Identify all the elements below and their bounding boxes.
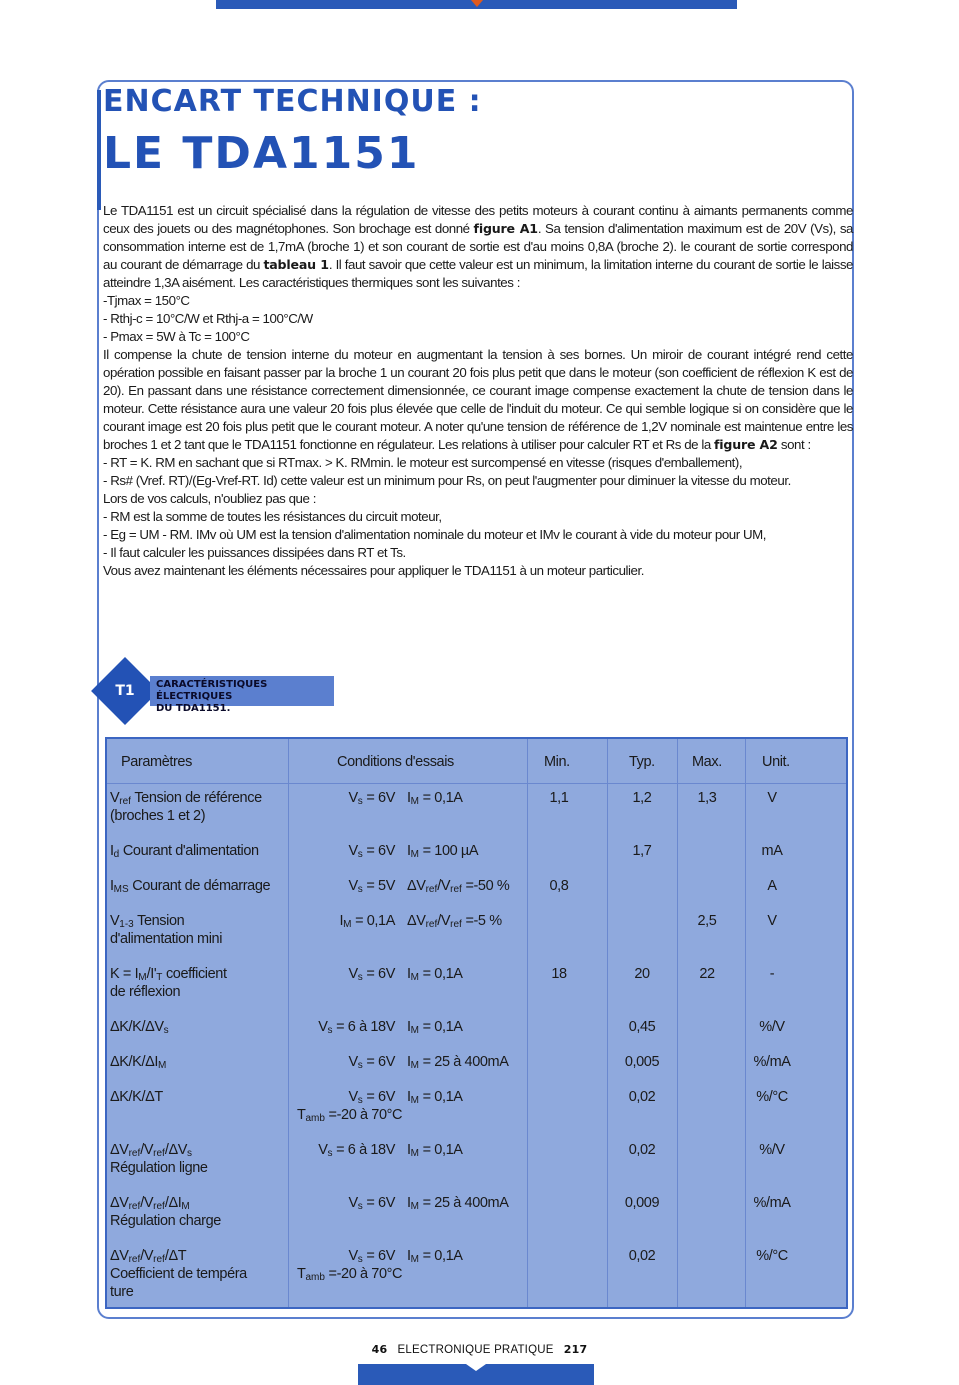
row-condition: $\Delta V_{ref}/V_{ref} =-50$ %: [407, 878, 510, 895]
insert-title: ENCART TECHNIQUE :: [103, 84, 482, 119]
figure-a2-ref: figure A2: [714, 437, 778, 452]
row-condition: $V_s = 6V$: [348, 1054, 395, 1071]
row-unit: %/mA: [753, 1195, 791, 1211]
bottom-bar-notch: [466, 1364, 486, 1371]
row-condition: $T_{amb} =-20$ à 70°C: [297, 1107, 403, 1124]
thermal-item: - Pmax = 5W à Tc = 100°C: [103, 329, 250, 344]
col-divider: [288, 739, 289, 1307]
top-color-bar: [216, 0, 737, 9]
row-param-detail: ture: [110, 1284, 134, 1300]
row-condition: $V_s = 6$ à 18V: [318, 1142, 395, 1159]
row-param: $I_d$ Courant d'alimentation: [110, 843, 259, 860]
thermal-item: -Tjmax = 150°C: [103, 293, 190, 308]
row-condition: $V_s = 6V$: [348, 966, 395, 983]
row-unit: %/V: [759, 1142, 785, 1158]
row-unit: %/°C: [756, 1248, 788, 1264]
row-unit: mA: [761, 843, 783, 859]
frame-accent: [97, 90, 101, 210]
top-bar-notch: [471, 0, 483, 7]
row-param: $K = I_M/I'_T$ coefficient: [110, 966, 227, 983]
relation-item: - RT = K. RM en sachant que si RTmax. > K. RMmin. le moteur est surcompensé en vitesse (risques d'emballement),: [103, 455, 743, 470]
row-param: $\Delta V_{ref}/V_{ref}/\Delta I_M$: [110, 1195, 190, 1212]
row-typ: 0,02: [628, 1248, 656, 1264]
row-typ: 0,02: [628, 1142, 656, 1158]
calc-item: - Il faut calculer les puissances dissipées dans RT et Ts.: [103, 545, 406, 560]
page-footer: [0, 1343, 959, 1356]
relation-item: - Rs# (Vref. RT)/(Eg-Vref-RT. Id) cette valeur est un minimum pour Rs, on peut l'augmenter pour diminuer la vitesse du moteur.: [103, 473, 791, 488]
row-condition: $V_s = 6V$: [348, 1089, 395, 1106]
figure-a1-ref: figure A1: [473, 221, 538, 236]
row-condition: $T_{amb} =-20$ à 70°C: [297, 1266, 403, 1283]
header-max: Max.: [692, 754, 722, 770]
row-condition: $I_M = 100$ µA: [407, 843, 479, 860]
table1-ref: tableau 1: [263, 257, 329, 272]
row-max: 2,5: [697, 913, 717, 929]
row-param: ΔK/K/ΔT: [110, 1089, 163, 1105]
header-unit: Unit.: [762, 754, 790, 770]
row-typ: 0,009: [624, 1195, 660, 1211]
row-min: 18: [551, 966, 567, 982]
row-param: $\Delta V_{ref}/V_{ref}/\Delta V_s$: [110, 1142, 192, 1159]
row-unit: %/°C: [756, 1089, 788, 1105]
row-unit: -: [769, 966, 775, 982]
table-badge-label: T1: [115, 683, 135, 699]
row-condition: $V_s = 6V$: [348, 843, 395, 860]
row-condition: $I_M = 0,1A$: [339, 913, 395, 930]
row-unit: V: [767, 790, 777, 806]
row-condition: $I_M = 25$ à 400mA: [407, 1195, 509, 1212]
article-body: [103, 202, 853, 580]
row-condition: $I_M = 0,1A$: [407, 1142, 463, 1159]
spec-table: [105, 737, 848, 1309]
table-caption-line: DU TDA1151.: [156, 703, 231, 714]
row-condition: $I_M = 0,1A$: [407, 1019, 463, 1036]
row-param-detail: Régulation charge: [110, 1213, 221, 1229]
row-param-detail: Régulation ligne: [110, 1160, 208, 1176]
row-param: $V_{1-3}$ Tension: [110, 913, 185, 930]
calc-item: - Eg = UM - RM. IMv où UM est la tension d'alimentation nominale du moteur et IMv le courant à vide du moteur pour UM,: [103, 527, 766, 542]
row-condition: $I_M = 0,1A$: [407, 1089, 463, 1106]
thermal-item: - Rthj-c = 10°C/W et Rthj-a = 100°C/W: [103, 311, 313, 326]
row-condition: $V_s = 6$ à 18V: [318, 1019, 395, 1036]
insert-subtitle: LE TDA1151: [103, 128, 420, 179]
row-condition: $I_M = 0,1A$: [407, 966, 463, 983]
row-condition: $I_M = 0,1A$: [407, 790, 463, 807]
col-divider: [607, 739, 608, 1307]
header-min: Min.: [544, 754, 570, 770]
row-param: $V_{ref}$ Tension de référence: [110, 790, 262, 807]
calc-item: - RM est la somme de toutes les résistances du circuit moteur,: [103, 509, 442, 524]
row-condition: $V_s = 6V$: [348, 1195, 395, 1212]
paragraph-compensation: Il compense la chute de tension interne du moteur en augmentant la tension à ses bornes. Un miroir de courant intégré rend cette opération possible en faisant passer par la broche 1 un courant 20 fois plus petit que dans le moteur (son coefficient de réflexion K est de 20). En passant dans une résistance correctement dimensionnée, ce courant image compense exactement la chute de tension dans le moteur. Cette résistance aura une valeur 20 fois plus élevée que celle de l'induit du moteur. Ce qui semble logique si on considère que le courant image est 20 fois plus petit que le courant moteur. A noter qu'une tension de référence de 1,2V nominale est maintenue entre les broches 1 et 2 tant que le TDA1151 fonctionne en régulateur. Les relations à utiliser pour calculer RT et Rs de la figure A2 sont :: [103, 347, 853, 452]
row-param-detail: (broches 1 et 2): [110, 808, 206, 824]
row-param-detail: d'alimentation mini: [110, 931, 223, 947]
header-divider: [107, 783, 846, 784]
header-param: Paramètres: [121, 754, 192, 770]
row-max: 1,3: [697, 790, 717, 806]
row-param: $\Delta K/K/\Delta V_s$: [110, 1019, 169, 1036]
row-max: 22: [699, 966, 715, 982]
col-divider: [745, 739, 746, 1307]
row-typ: 0,02: [628, 1089, 656, 1105]
bottom-color-bar: [358, 1364, 594, 1385]
magazine-name: ELECTRONIQUE PRATIQUE: [397, 1344, 554, 1356]
row-param-detail: Coefficient de tempéra: [110, 1266, 247, 1282]
table-caption: [150, 676, 334, 714]
row-unit: V: [767, 913, 777, 929]
row-param-detail: de réflexion: [110, 984, 181, 1000]
row-param: $I_{MS}$ Courant de démarrage: [110, 878, 271, 895]
row-condition: $\Delta V_{ref}/V_{ref} =-5$ %: [407, 913, 502, 930]
conclusion: Vous avez maintenant les éléments nécessaires pour appliquer le TDA1151 à un moteur particulier.: [103, 563, 644, 578]
row-condition: $V_s = 5V$: [348, 878, 395, 895]
page-number: 46: [371, 1343, 388, 1356]
col-divider: [527, 739, 528, 1307]
row-condition: $I_M = 25$ à 400mA: [407, 1054, 509, 1071]
row-unit: A: [767, 878, 777, 894]
row-unit: %/mA: [753, 1054, 791, 1070]
calc-intro: Lors de vos calculs, n'oubliez pas que :: [103, 491, 316, 506]
row-min: 0,8: [549, 878, 569, 894]
row-condition: $V_s = 6V$: [348, 790, 395, 807]
row-param: $\Delta V_{ref}/V_{ref}/\Delta T$: [110, 1248, 187, 1265]
row-condition: $I_M = 0,1A$: [407, 1248, 463, 1265]
paragraph-intro: Le TDA1151 est un circuit spécialisé dans la régulation de vitesse des petits moteurs à courant continu à aimants permanents comme ceux des jouets ou des magnétophones. Son brochage est donné figure A1. Sa tension d'alimentation maximum est de 20V (Vs), sa consommation interne est de 1,7mA (broche 1) et son courant de sortie est d'au moins 0,8A (broche 2). le courant de sortie correspond au courant de démarrage du tableau 1. Il faut savoir que cette valeur est un minimum, la limitation interne du courant de sortie le laisse atteindre 1,3A aisément. Les caractéristiques thermiques sont les suivantes :: [103, 203, 853, 290]
row-typ: 0,005: [624, 1054, 660, 1070]
row-typ: 0,45: [628, 1019, 656, 1035]
col-divider: [677, 739, 678, 1307]
row-unit: %/V: [759, 1019, 785, 1035]
row-condition: $V_s = 6V$: [348, 1248, 395, 1265]
header-typ: Typ.: [629, 754, 655, 770]
row-min: 1,1: [549, 790, 569, 806]
table-caption-line: CARACTÉRISTIQUES ÉLECTRIQUES: [156, 679, 268, 702]
row-typ: 1,2: [632, 790, 652, 806]
row-typ: 1,7: [632, 843, 652, 859]
header-conditions: Conditions d'essais: [337, 754, 454, 770]
row-param: $\Delta K/K/\Delta I_M$: [110, 1054, 167, 1071]
row-typ: 20: [634, 966, 650, 982]
issue-number: 217: [563, 1343, 588, 1356]
